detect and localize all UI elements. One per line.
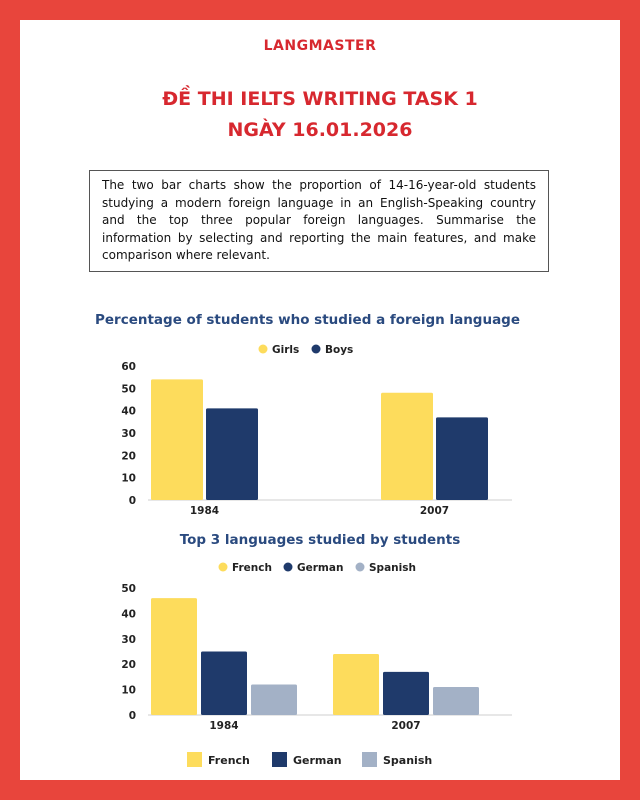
chart1-y-tick-label: 40 xyxy=(121,405,136,418)
page-title-line-1: ĐỀ THI IELTS WRITING TASK 1 xyxy=(162,88,478,110)
chart1-bar xyxy=(381,393,433,500)
bottom-legend-label: French xyxy=(208,754,250,767)
chart1-category-label: 2007 xyxy=(419,505,450,517)
chart1-legend-label: Boys xyxy=(325,344,354,356)
bottom-legend-label: German xyxy=(293,754,342,767)
chart2-y-tick-label: 30 xyxy=(121,633,136,646)
chart2-title: Top 3 languages studied by students xyxy=(179,532,461,548)
chart2-bar xyxy=(383,672,429,715)
chart1-title: Percentage of students who studied a foreign language xyxy=(94,312,521,328)
chart1-bar xyxy=(206,408,258,500)
chart2-y-tick-label: 10 xyxy=(121,684,136,697)
task-prompt: The two bar charts show the proportion of 14-16-year-old students studying a modern foreign language in an English-Speaking country and the top three popular foreign languages. Summarise the information by selecting and reporting the main features, and make comparison where relevant. xyxy=(89,170,549,272)
chart2-bar xyxy=(433,687,479,715)
chart2-category-label: 1984 xyxy=(209,720,239,732)
chart1-legend-label: Girls xyxy=(272,344,300,356)
brand-logo: LANGMASTER xyxy=(263,38,377,54)
chart2-legend-label: French xyxy=(232,562,272,574)
bottom-legend-swatch xyxy=(362,752,377,767)
chart1-y-tick-label: 30 xyxy=(121,428,136,440)
chart1-bar xyxy=(151,379,203,500)
content-card xyxy=(20,20,620,780)
bottom-legend-swatch xyxy=(187,752,202,767)
chart1-y-tick-label: 60 xyxy=(121,361,136,373)
chart2-y-tick-label: 20 xyxy=(121,659,136,672)
chart2-category-label: 2007 xyxy=(391,720,421,732)
chart2-bar xyxy=(333,654,379,715)
chart1-y-tick-label: 10 xyxy=(121,472,136,485)
charts-canvas xyxy=(20,20,620,780)
chart2-legend-marker xyxy=(284,563,293,572)
bottom-legend-swatch xyxy=(272,752,287,767)
chart1-y-tick-label: 0 xyxy=(128,495,136,507)
chart1-y-tick-label: 50 xyxy=(121,383,136,396)
chart2-legend-marker xyxy=(356,563,365,572)
chart2-y-tick-label: 40 xyxy=(121,608,136,621)
chart2-bar xyxy=(201,652,247,716)
page-title-line-2: NGÀY 16.01.2026 xyxy=(227,119,413,141)
chart2-legend-label: Spanish xyxy=(369,562,416,574)
chart2-bar xyxy=(251,685,297,715)
chart1-legend-marker xyxy=(259,345,268,354)
bottom-legend-label: Spanish xyxy=(383,754,433,767)
chart1-bar xyxy=(436,417,488,500)
chart2-y-tick-label: 0 xyxy=(128,710,136,722)
chart2-y-tick-label: 50 xyxy=(121,583,136,595)
chart1-legend-marker xyxy=(312,345,321,354)
chart2-bar xyxy=(151,598,197,715)
chart2-legend-marker xyxy=(219,563,228,572)
chart1-y-tick-label: 20 xyxy=(121,450,136,463)
chart1-category-label: 1984 xyxy=(189,505,220,517)
chart2-legend-label: German xyxy=(297,562,344,574)
